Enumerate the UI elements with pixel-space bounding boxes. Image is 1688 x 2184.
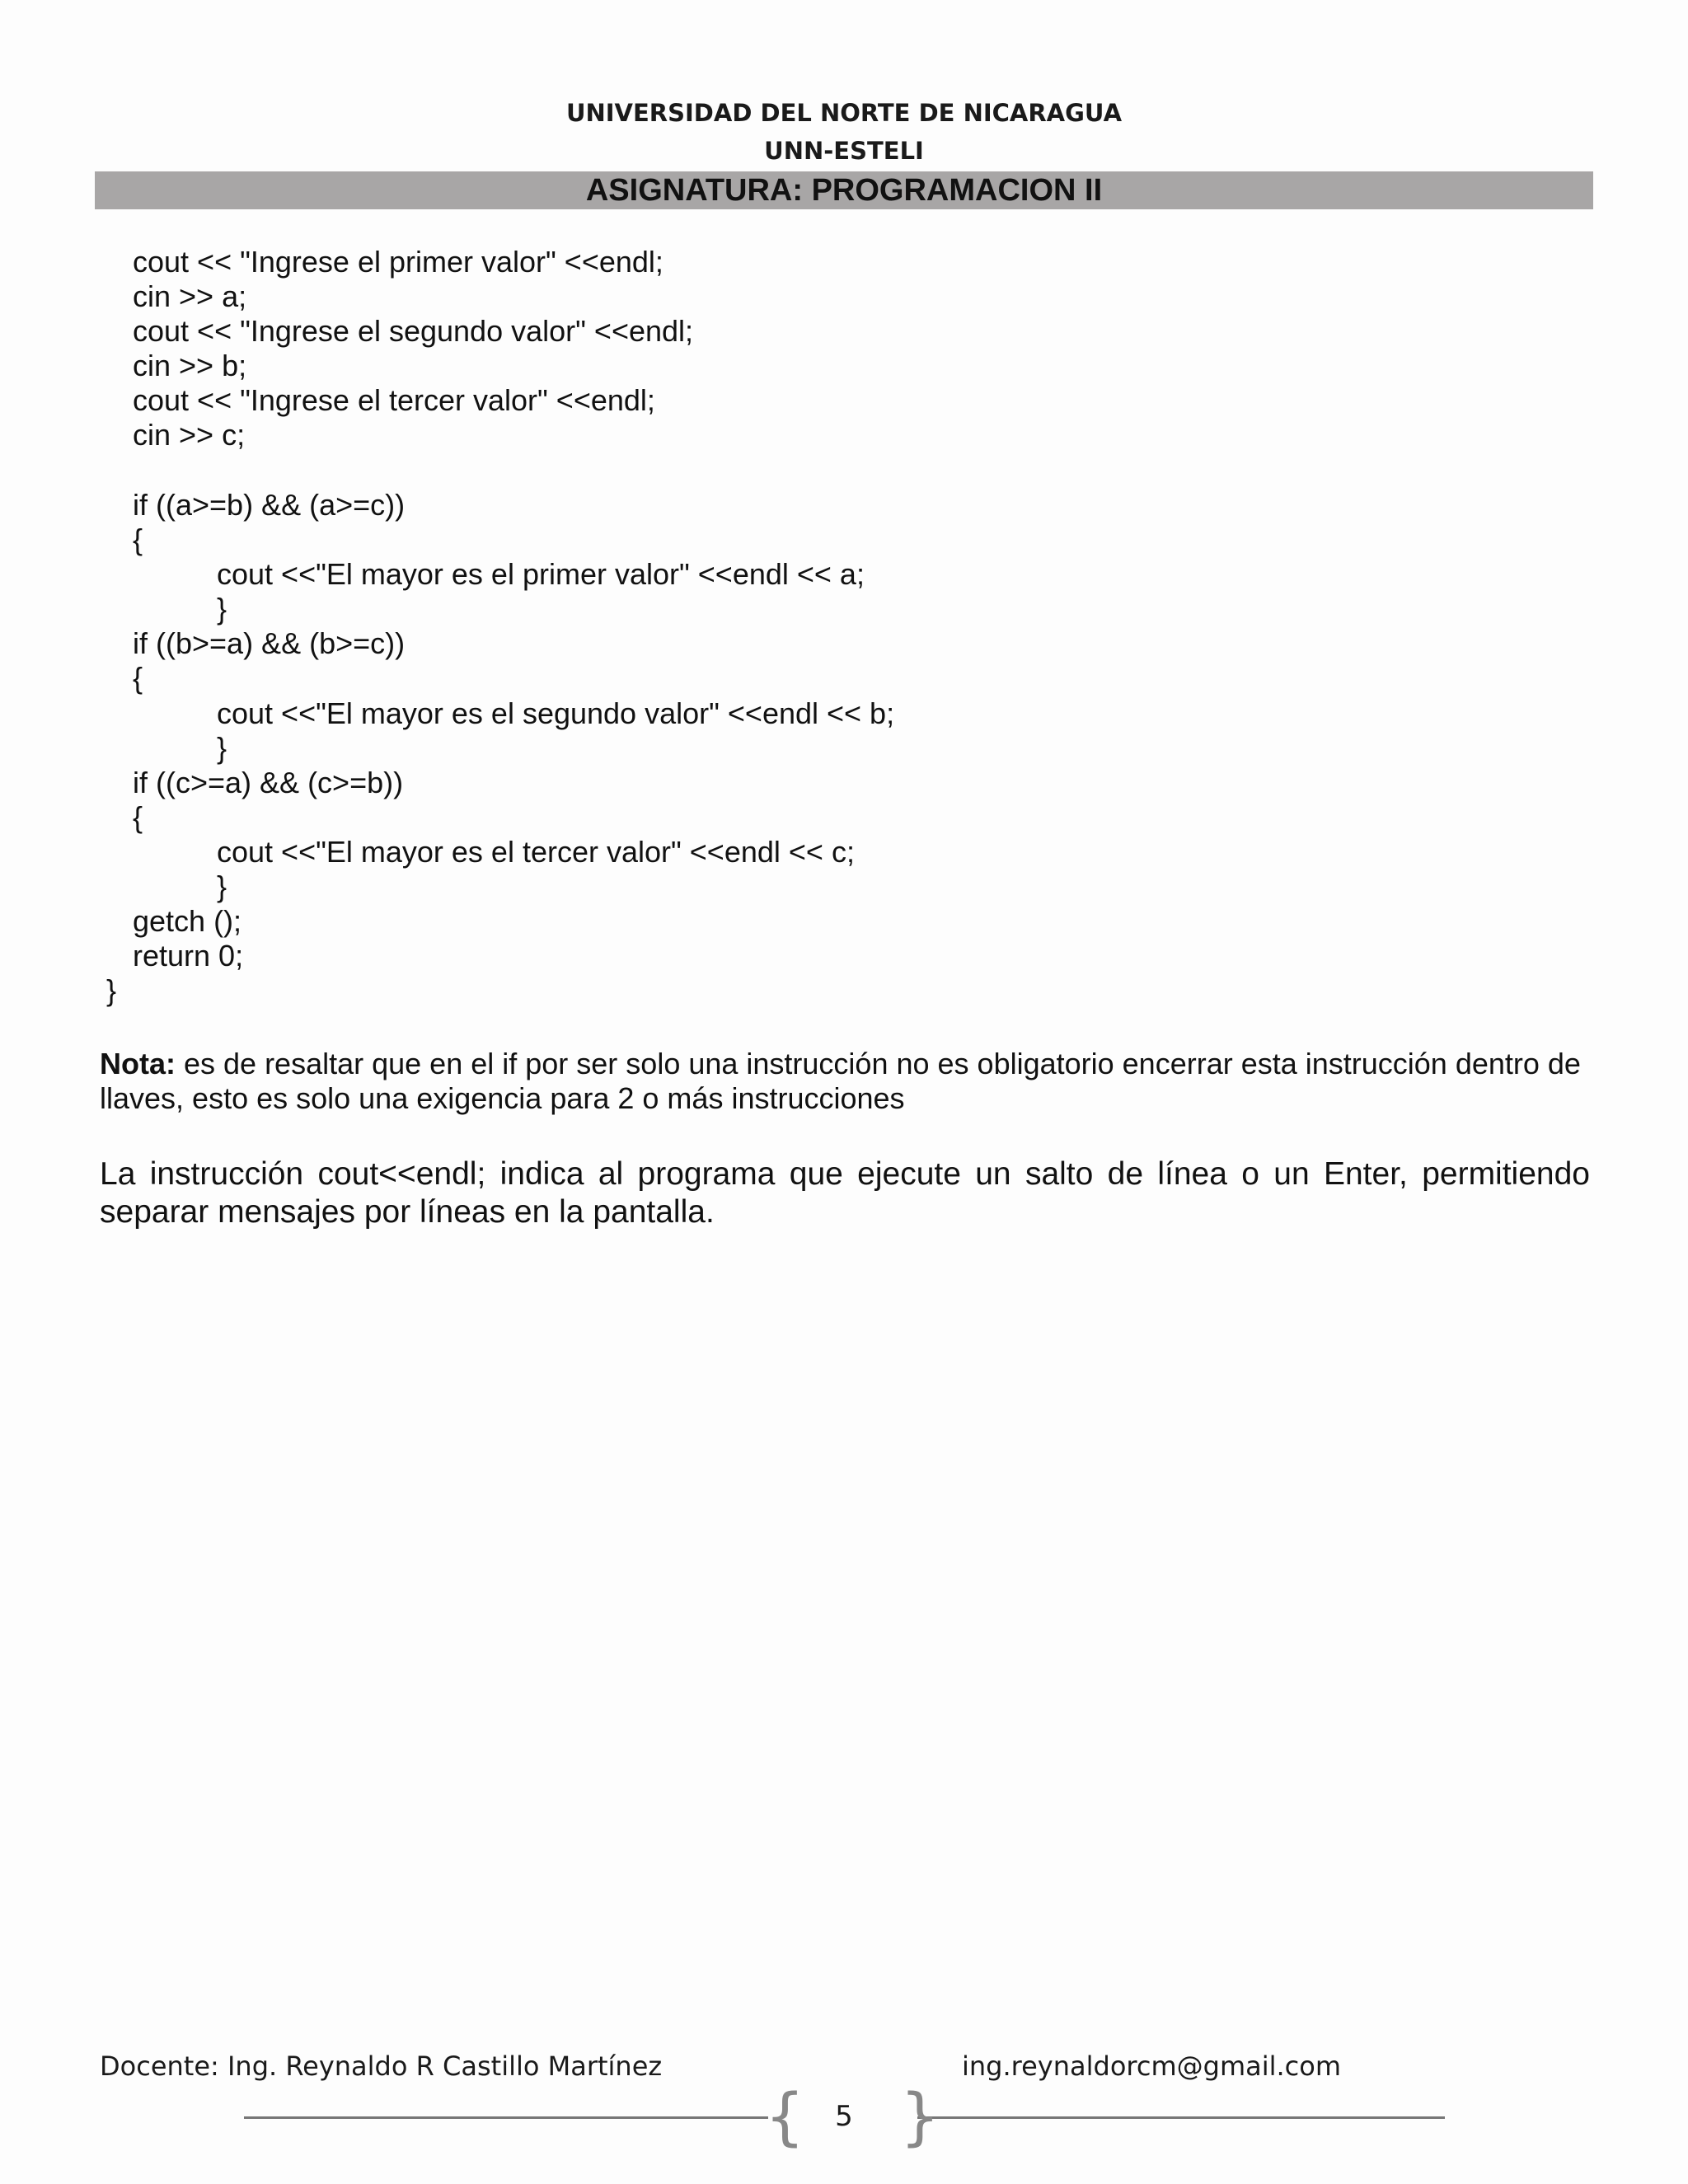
code-line: cin >> a; <box>133 279 247 313</box>
code-line: } <box>217 731 227 765</box>
code-line: cin >> c; <box>133 418 246 452</box>
code-line: } <box>106 973 117 1007</box>
code-line: if ((c>=a) && (c>=b)) <box>133 766 404 799</box>
explanation-paragraph: La instrucción cout<<endl; indica al programa que ejecute un salto de línea o un Enter, permitiendo separar mensajes por líneas en la pantalla. <box>100 1156 1590 1230</box>
code-line: cout << "Ingrese el primer valor" <<endl; <box>133 245 663 279</box>
page-brace-right: } <box>900 2079 940 2153</box>
note-paragraph <box>100 1047 1592 1116</box>
code-line: { <box>133 523 143 556</box>
subject-banner <box>95 171 1593 209</box>
page-number: 5 <box>835 2100 853 2133</box>
page-brace-left: { <box>765 2079 805 2153</box>
footer-email: ing.reynaldorcm@gmail.com <box>962 2050 1342 2082</box>
note-label: Nota: <box>100 1047 176 1080</box>
code-line: cout <<"El mayor es el segundo valor" <<endl << b; <box>217 696 895 730</box>
university-campus: UNN-ESTELI <box>764 137 924 165</box>
code-line: { <box>133 800 143 834</box>
code-line: getch (); <box>133 904 242 938</box>
code-line: cout << "Ingrese el tercer valor" <<endl; <box>133 383 655 417</box>
subject-title: ASIGNATURA: PROGRAMACION II <box>585 173 1103 208</box>
code-line: if ((a>=b) && (a>=c)) <box>133 488 406 522</box>
code-line: cout <<"El mayor es el tercer valor" <<endl << c; <box>217 835 855 869</box>
note-text: es de resaltar que en el if por ser solo una instrucción no es obligatorio encerrar esta instrucción dentro de llaves, esto es solo una exigencia para 2 o más instrucciones <box>100 1047 1581 1115</box>
code-line: return 0; <box>133 939 244 972</box>
code-line: if ((b>=a) && (b>=c)) <box>133 626 406 660</box>
code-line: { <box>133 661 143 695</box>
code-line: cout << "Ingrese el segundo valor" <<endl; <box>133 314 694 348</box>
code-line: } <box>217 869 227 903</box>
code-line: cout <<"El mayor es el primer valor" <<endl << a; <box>217 557 865 591</box>
footer-docente: Docente: Ing. Reynaldo R Castillo Martínez <box>100 2050 663 2082</box>
code-line: } <box>217 592 227 626</box>
university-name: UNIVERSIDAD DEL NORTE DE NICARAGUA <box>565 99 1123 127</box>
code-line: cin >> b; <box>133 349 247 382</box>
